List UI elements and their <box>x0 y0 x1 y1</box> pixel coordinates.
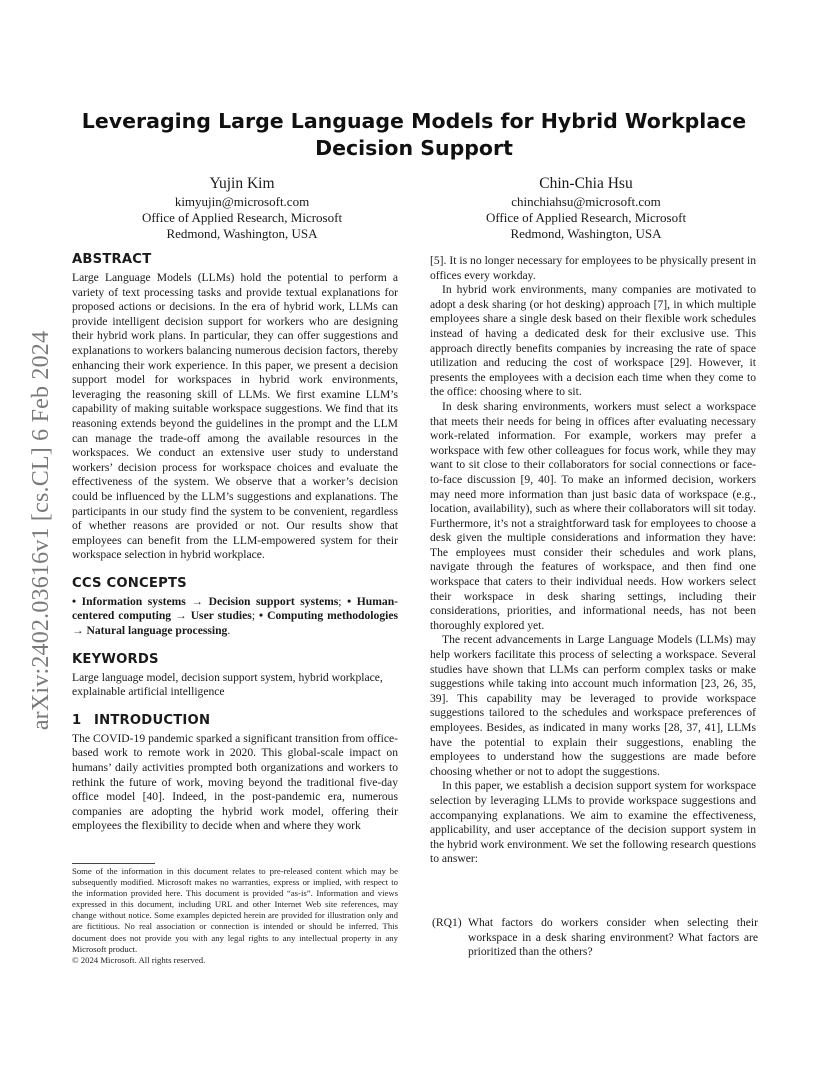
author-email: chinchiahsu@microsoft.com <box>511 194 661 209</box>
paper-title-block <box>72 108 756 162</box>
section-number: 1 <box>72 712 82 728</box>
author-name: Chin-Chia Hsu <box>539 175 633 192</box>
author-card <box>416 174 756 242</box>
ccs-separator: . <box>227 624 231 638</box>
section-gap <box>72 563 398 575</box>
footnote-copyright: © 2024 Microsoft. All rights reserved. <box>72 954 206 965</box>
introduction-heading <box>72 712 398 729</box>
body-paragraph: In desk sharing environments, workers must select a workspace that meets their needs for being in offices after evaluating necessary work-related information. For example, workers may prefer a workspace with few other colleagues for focus work, while they may want to sit close to their collaborators for social connections or face-to-face discussion [9, 40]. To make an informed decision, workers may need more information than just basic data of workspace (e.g., location, availability), such as where their collaborators will sit today. Furthermore, it’s not a straightforward task for employees to choose a desk given the multiple considerations and information they have: The employees must consider their schedules and work plans, navigate through the features of workspace, and then find one workspace that caters to their individual needs. How workers select their workspace in desk sharing settings, including their considerations, priorities, and informational needs, has not been thoroughly explored yet. <box>430 399 756 632</box>
abstract-text: Large Language Models (LLMs) hold the potential to perform a variety of text processing tasks and provide textual explanations for proposed actions or decisions. In the era of hybrid work, LLMs can provide intelligent decision support for workers who are designing their hybrid work plans. In particular, they can offer suggestions and explanations to workers balancing numerous decision factors, thereby enhancing their work experience. In this paper, we present a decision support model for workspaces in hybrid work environments, leveraging the reasoning skill of LLMs. We first examine LLM’s capability of making suitable workspace suggestions. We find that its reasoning extends beyond the guidelines in the prompt and the LLM can manage the trade-off among the available resources in the workspaces. We conduct an extensive user study to understand workers’ decision process for workspace choices and evaluate the effectiveness of the system. We observe that a worker’s decision could be influenced by the LLM’s suggestions and explanations. The participants in our study find the system to be convenient, regardless of whether reasons are provided or not. Our results show that employees can benefit from the LLM-empowered system for their workspace selection in hybrid workplace. <box>72 271 398 562</box>
author-location: Redmond, Washington, USA <box>166 226 318 241</box>
footnote-disclaimer: Some of the information in this document relates to pre-released content which may be subsequently modified. Microsoft makes no warranties, express or implied, with respect to the information provided here. This document is provided “as-is”. Information and views expressed in this document, including URL and other Internet Web site references, may change without notice. Some examples depicted herein are provided for illustration only and are fictitious. No real association or connection is intended or should be inferred. This document does not provide you with any legal rights to any intellectual property in any Microsoft product. <box>72 866 398 954</box>
keywords-heading: KEYWORDS <box>72 651 159 667</box>
body-paragraph: In hybrid work environments, many companies are motivated to adopt a desk sharing (or hot desking) approach [7], in which multiple employees share a single desk based on their flexible work schedules instead of having a dedicated desk for their exclusive use. This approach directly benefits companies by increasing the rate of space utilization and reducing the cost of workspace [29]. However, it presents the employees with a decision each time when they come to the office: choosing where to sit. <box>430 283 756 399</box>
body-paragraph: In this paper, we establish a decision support system for workspace selection by leveraging LLMs to provide workspace suggestions and accompanying explanations. We aim to examine the effectiveness, applicability, and user acceptance of the decision support system in the hybrid work environment. We set the following research questions to answer: <box>430 779 756 866</box>
ccs-concept-2: • Human-centered computing → User studies <box>72 594 399 623</box>
footnote <box>72 866 398 966</box>
ccs-separator: ; <box>338 594 348 608</box>
author-affiliation: Office of Applied Research, Microsoft <box>485 210 687 225</box>
introduction-paragraph: The COVID-19 pandemic sparked a significant transition from office-based work to remote work in 2020. This global-scale impact on humans’ daily activities prompted both organizations and workers to rethink the future of work, moving beyond the traditional five-day office model [40]. Indeed, in the post-pandemic era, numerous companies are adopting the hybrid work model, offering their employees the flexibility to decide when and where they work <box>72 731 398 833</box>
body-paragraph: [5]. It is no longer necessary for employees to be physically present in offices every workday. <box>430 254 756 282</box>
research-question-text: What factors do workers consider when selecting their workspace in a desk sharing environment? What factors are prioritized than the others? <box>468 916 758 959</box>
author-affiliation: Office of Applied Research, Microsoft <box>141 210 343 225</box>
keywords-text: Large language model, decision support system, hybrid workplace, explainable artificial intelligence <box>72 670 383 699</box>
author-card <box>72 174 412 242</box>
author-location: Redmond, Washington, USA <box>510 226 662 241</box>
paper-title: Leveraging Large Language Models for Hybrid Workplace Decision Support <box>81 109 747 160</box>
ccs-separator: ; <box>251 609 260 623</box>
ccs-heading: CCS CONCEPTS <box>72 575 187 591</box>
body-paragraph: The recent advancements in Large Language Models (LLMs) may help workers facilitate this process of selecting a workspace. Several studies have shown that LLMs can perform complex tasks or make suggestions while taking into account much information [23, 26, 35, 39]. This capability may be leveraged to provide workspace suggestions tailored to the schedules and workspace preferences of employees. Besides, as indicated in many works [28, 37, 41], LLMs have the potential to explain their suggestions, enabling the employees to understand how the suggestions are made before choosing whether or not to adopt the suggestions. <box>430 633 756 778</box>
section-gap <box>72 639 398 651</box>
author-name: Yujin Kim <box>209 175 275 192</box>
right-column <box>430 254 756 867</box>
author-email: kimyujin@microsoft.com <box>174 194 310 209</box>
ccs-concept-3: • Computing methodologies → Natural language processing <box>72 609 399 638</box>
arxiv-id-text: arXiv:2402.03616v1 [cs.CL] 6 Feb 2024 <box>28 330 55 730</box>
arxiv-identifier-stamp <box>22 295 62 765</box>
section-title: INTRODUCTION <box>94 712 211 728</box>
footnote-divider <box>72 863 155 864</box>
author-block <box>72 174 756 244</box>
ccs-concepts <box>72 595 398 639</box>
research-question <box>432 916 758 960</box>
abstract-heading: ABSTRACT <box>72 252 152 267</box>
left-column <box>72 251 398 834</box>
ccs-concept-1: • Information systems → Decision support systems <box>72 594 339 608</box>
section-gap <box>72 700 398 712</box>
research-question-label: (RQ1) <box>432 916 462 929</box>
